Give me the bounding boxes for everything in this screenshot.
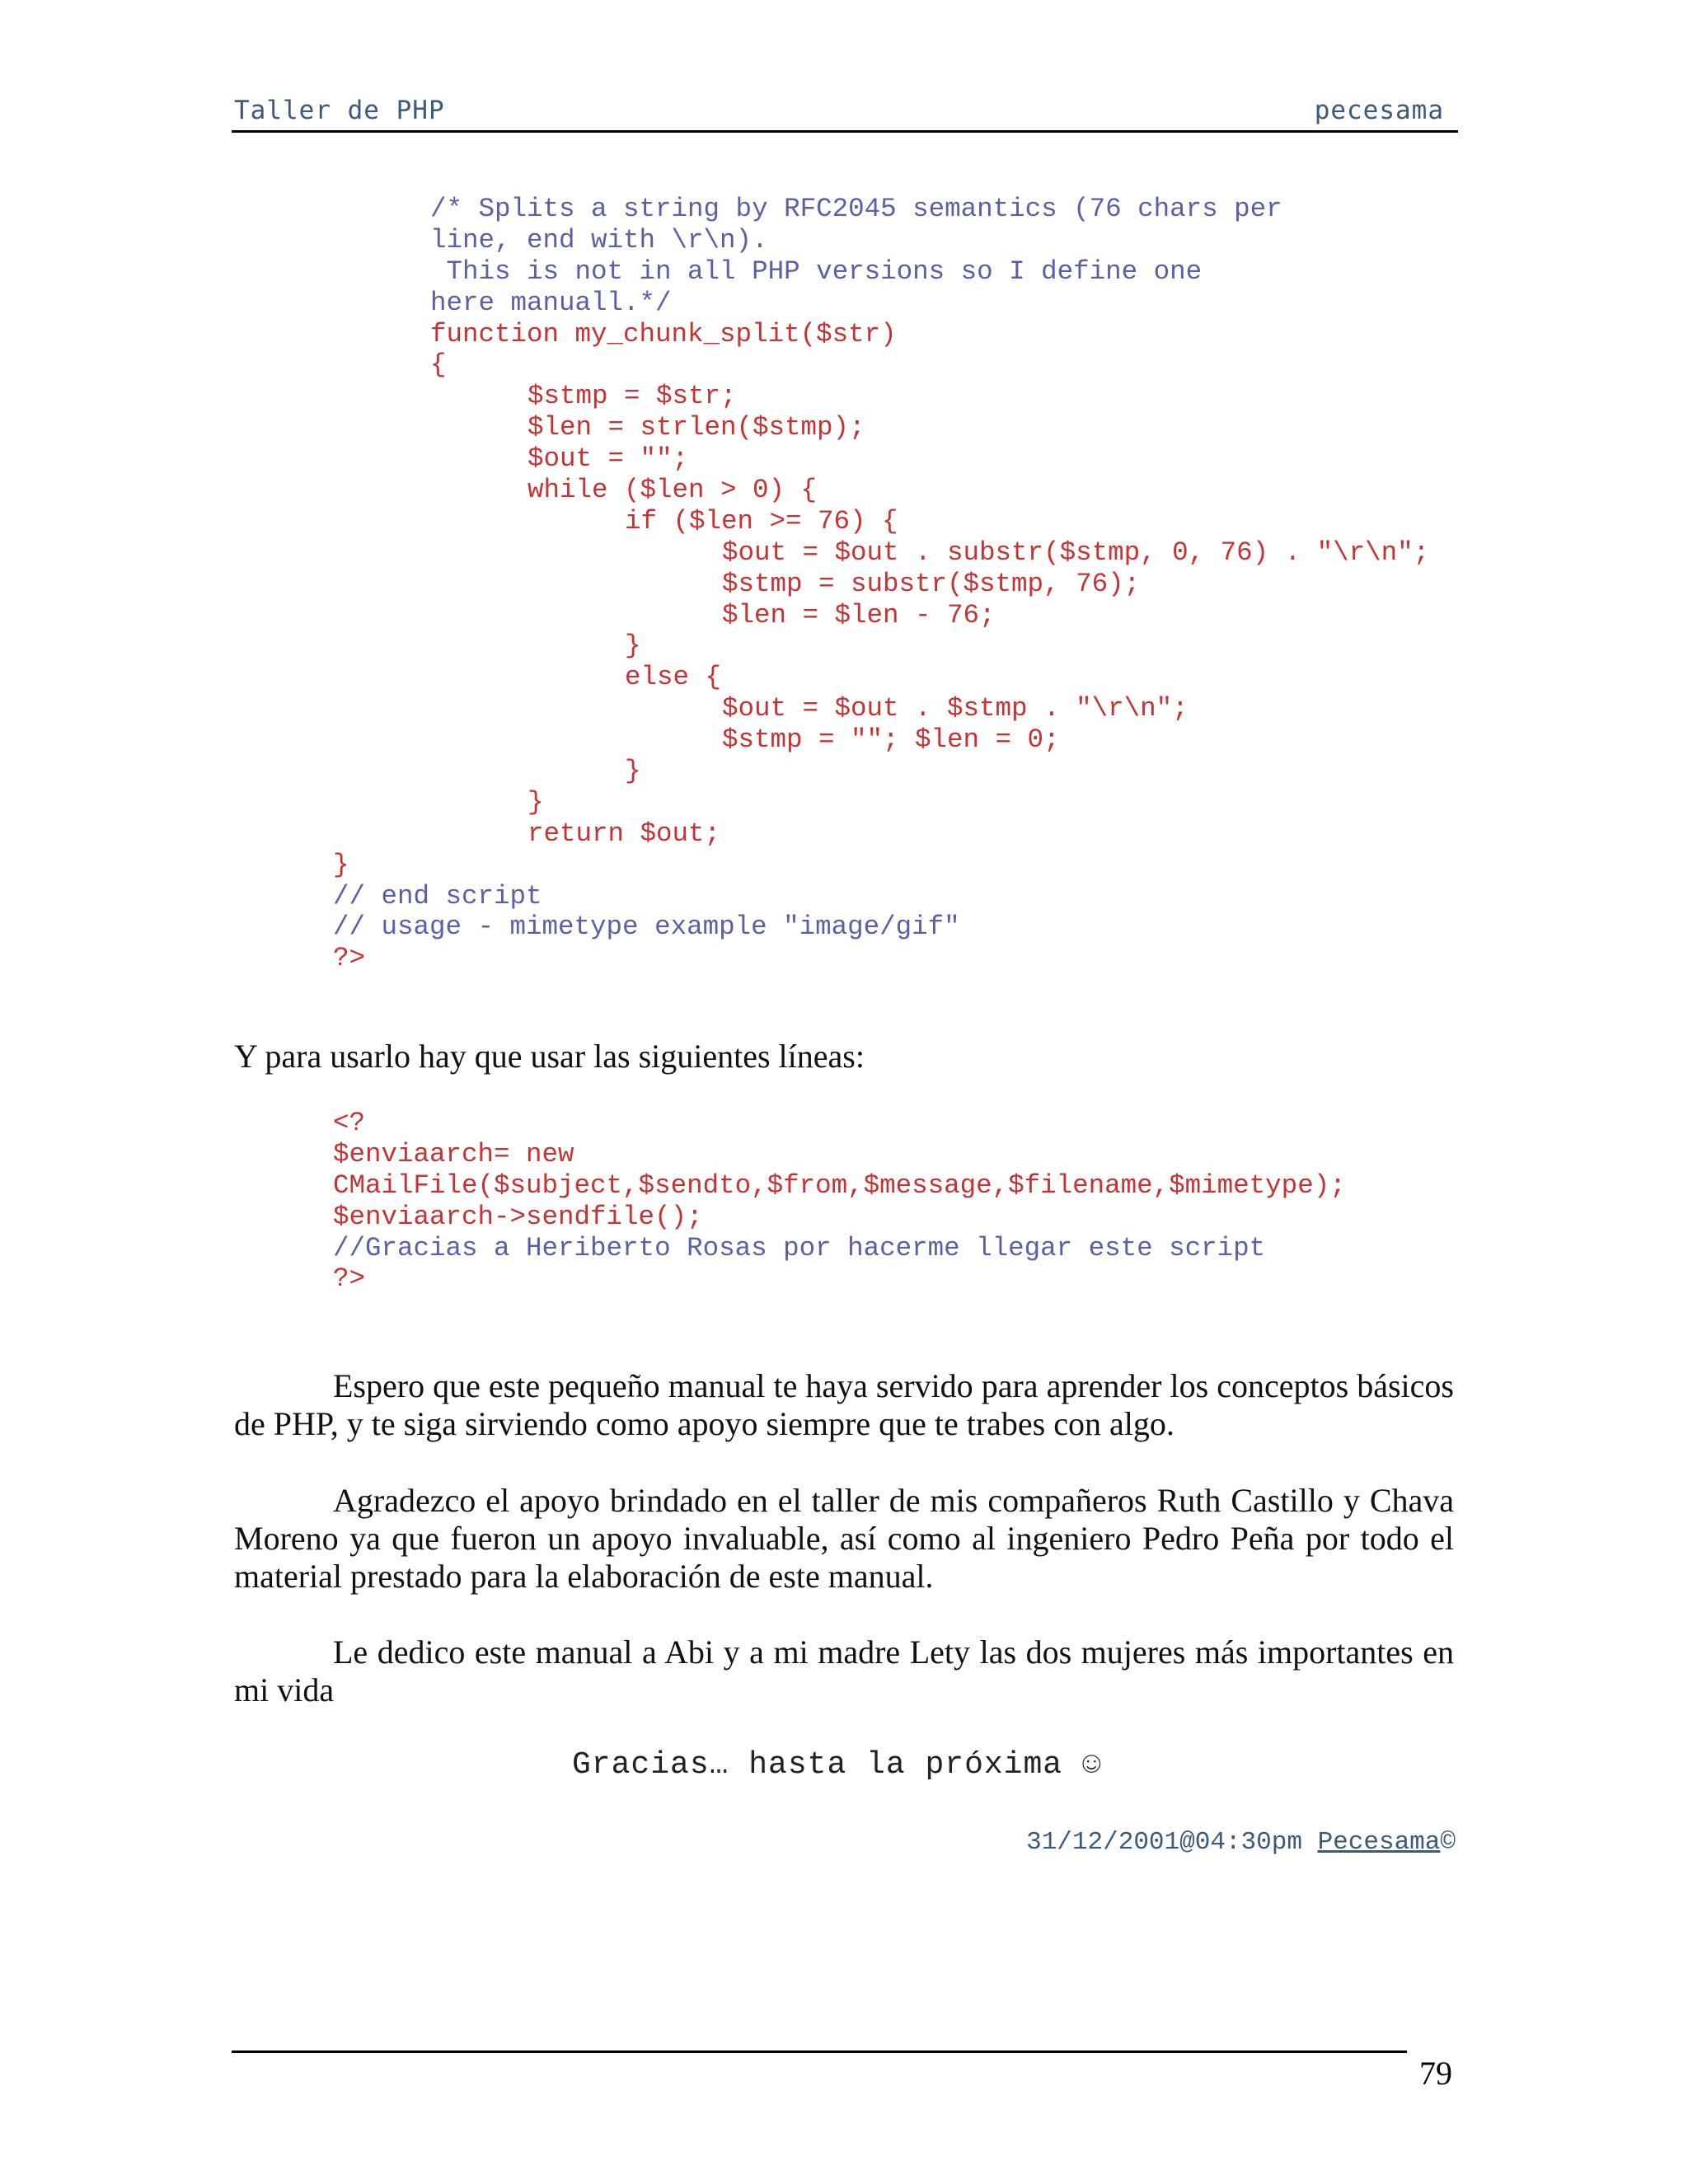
- code-line: This is not in all PHP versions so I define one: [430, 255, 1203, 287]
- header-rule: [232, 130, 1458, 133]
- code-block-chunk-split: [0, 194, 1429, 974]
- code-line: ?>: [333, 943, 366, 974]
- code-line: else {: [625, 662, 722, 693]
- code-line: {: [430, 349, 447, 381]
- code-line: ?>: [333, 1263, 366, 1295]
- code-line: function my_chunk_split($str): [430, 318, 897, 349]
- code-line: $stmp = substr($stmp, 76);: [722, 568, 1141, 599]
- code-line: }: [528, 786, 544, 818]
- code-line: if ($len >= 76) {: [625, 505, 898, 537]
- footer-rule: [232, 2050, 1407, 2053]
- closing-thanks: Gracias… hasta la próxima ☺: [572, 1747, 1102, 1783]
- page-header-author: pecesama: [1314, 96, 1444, 125]
- code-line: $out = $out . $stmp . "\r\n";: [722, 693, 1189, 724]
- code-line: $stmp = $str;: [528, 381, 737, 412]
- paragraph-closing-2: Agradezco el apoyo brindado en el taller de mis compañeros Ruth Castillo y Chava Moreno ya que fueron un apoyo invaluable, así como al ingeniero Pedro Peña por todo el material prestado para la elaboración de este manual.: [234, 1482, 1454, 1595]
- code-line: $len = strlen($stmp);: [528, 412, 865, 443]
- code-block-usage: [0, 1108, 1346, 1295]
- code-line: CMailFile($subject,$sendto,$from,$message,$filename,$mimetype);: [333, 1169, 1346, 1201]
- code-line: /* Splits a string by RFC2045 semantics (76 chars per: [430, 194, 1282, 224]
- code-line: here manuall.*/: [430, 287, 672, 318]
- code-line: return $out;: [528, 818, 721, 849]
- code-line: $out = "";: [528, 443, 689, 475]
- code-line: $len = $len - 76;: [722, 599, 996, 630]
- code-line: $out = $out . substr($stmp, 0, 76) . "\r\n";: [722, 537, 1430, 568]
- code-line: <?: [333, 1108, 366, 1138]
- signature-author-link[interactable]: Pecesama: [1317, 1828, 1441, 1857]
- copyright-mark: ©: [1440, 1828, 1456, 1857]
- code-line: line, end with \r\n).: [430, 224, 768, 255]
- code-line: }: [625, 630, 641, 662]
- paragraph-closing-3: Le dedico este manual a Abi y a mi madre Lety las dos mujeres más importantes en mi vida: [234, 1633, 1454, 1708]
- page-number: 79: [1419, 2055, 1452, 2092]
- page-header-title: Taller de PHP: [234, 96, 445, 125]
- code-line: //Gracias a Heriberto Rosas por hacerme llegar este script: [333, 1232, 1266, 1263]
- signature: [1026, 1828, 1456, 1857]
- code-line: }: [333, 849, 349, 880]
- intro-text: Y para usarlo hay que usar las siguientes líneas:: [234, 1038, 865, 1075]
- paragraph-closing-1: Espero que este pequeño manual te haya servido para aprender los conceptos básicos de PHP, y te siga sirviendo como apoyo siempre que te trabes con algo.: [234, 1367, 1454, 1442]
- code-line: $stmp = ""; $len = 0;: [722, 724, 1060, 756]
- signature-date: 31/12/2001@04:30pm: [1026, 1828, 1318, 1857]
- code-line: // usage - mimetype example "image/gif": [333, 912, 960, 943]
- code-line: $enviaarch= new: [333, 1138, 574, 1169]
- code-line: while ($len > 0) {: [528, 475, 818, 506]
- code-line: $enviaarch->sendfile();: [333, 1201, 703, 1232]
- code-line: // end script: [333, 880, 542, 912]
- code-line: }: [625, 756, 641, 787]
